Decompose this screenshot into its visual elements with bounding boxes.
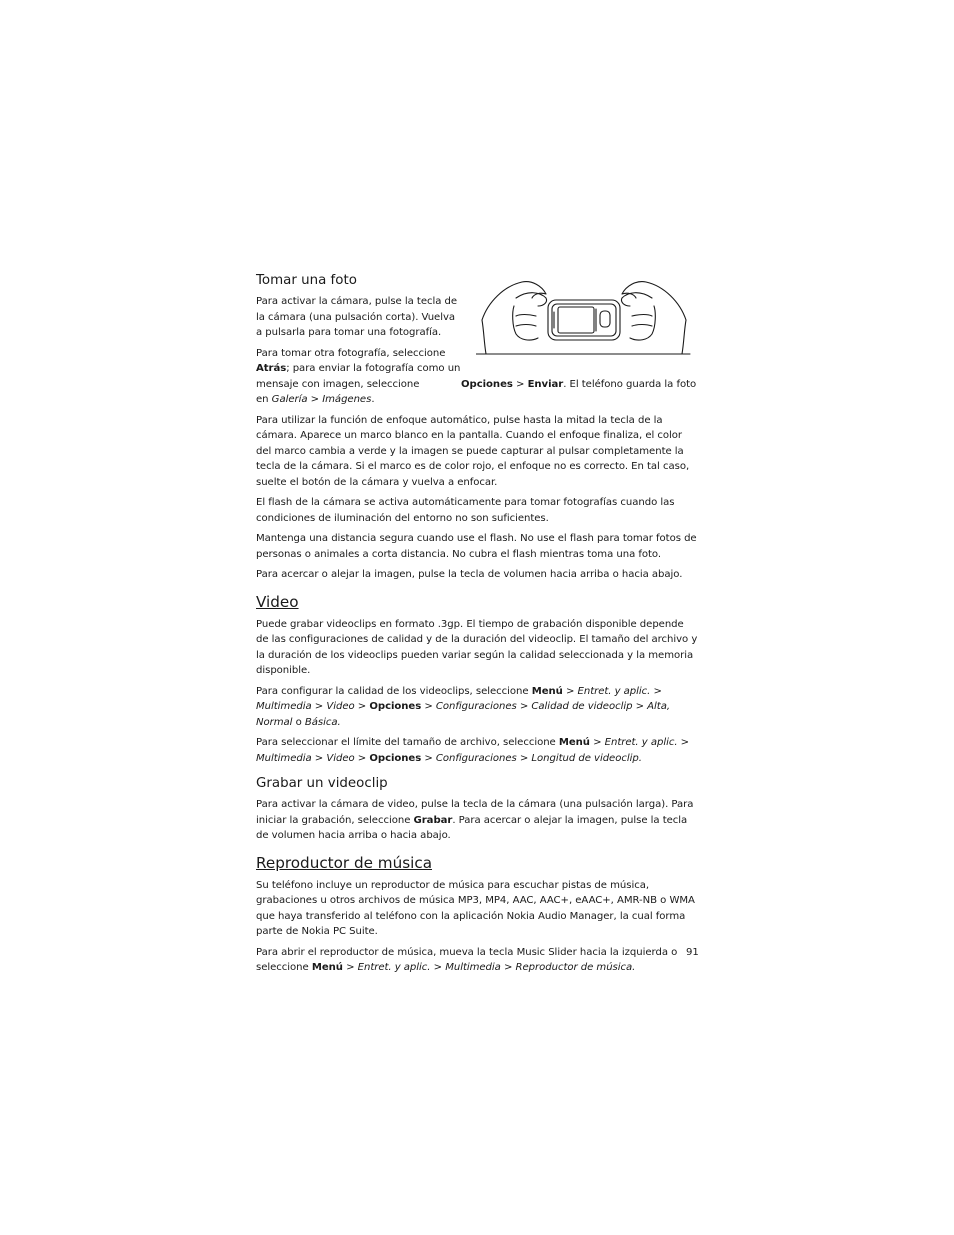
- paragraph: Para activar la cámara, pulse la tecla de la cámara (una pulsación corta). Vuelva a pulsarla para tomar una fotografía.: [256, 296, 458, 338]
- paragraph: Para activar la cámara de video, pulse la tecla de la cámara (una pulsación larga). Para iniciar la grabación, seleccione Grabar. Para acercar o alejar la imagen, pulse la tecla de volumen hacia arriba o hacia abajo.: [256, 799, 694, 841]
- paragraph: Para utilizar la función de enfoque automático, pulse hasta la mitad la tecla de la cámara. Aparece un marco blanco en la pantalla. Cuando el enfoque finaliza, el color del marco cambia a verde y la imagen se puede capturar al pulsar completamente la tecla de la cámara. Si el marco es de color rojo, el enfoque no es correcto. En tal caso, suelte el botón de la cámara y vuelva a enfocar.: [256, 414, 690, 488]
- paragraph: Para tomar otra fotografía, seleccione Atrás; para enviar la fotografía como un mensaje con imagen, seleccione Opciones > Enviar. El teléfono guarda la foto en Galería > Imágenes.: [256, 347, 697, 405]
- paragraph: Su teléfono incluye un reproductor de música para escuchar pistas de música, grabaciones u otros archivos de música MP3, MP4, AAC, AAC+, eAAC+, AMR-NB o WMA que haya transferido al teléfono con la aplicación Nokia Audio Manager, la cual forma parte de Nokia PC Suite.: [256, 879, 695, 937]
- paragraph: Puede grabar videoclips en formato .3gp. El tiempo de grabación disponible depende de las configuraciones de calidad y de la duración del videoclip. El tamaño del archivo y la duración de los videoclips pueden variar según la calidad seleccionada y la memoria disponible.: [256, 618, 698, 676]
- paragraph: Para seleccionar el límite del tamaño de archivo, seleccione Menú > Entret. y aplic. > Multimedia > Video > Opciones > Configuraciones > Longitud de videoclip.: [256, 737, 690, 764]
- paragraph: Mantenga una distancia segura cuando use el flash. No use el flash para tomar fotos de personas o animales a corta distancia. No cubra el flash mientras toma una foto.: [256, 533, 697, 560]
- paragraph: Para abrir el reproductor de música, mueva la tecla Music Slider hacia la izquierda o seleccione Menú > Entret. y aplic. > Multimedia > Reproductor de música.: [256, 946, 678, 973]
- paragraph: El flash de la cámara se activa automáticamente para tomar fotografías cuando las condiciones de iluminación del entorno no son suficientes.: [256, 497, 675, 524]
- page-number: 91: [686, 947, 699, 958]
- page-content: [256, 272, 698, 981]
- paragraph: Para configurar la calidad de los videoclips, seleccione Menú > Entret. y aplic. > Multimedia > Video > Opciones > Configuraciones > Calidad de videoclip > Alta, Normal o Básica.: [256, 685, 670, 728]
- paragraph: Para acercar o alejar la imagen, pulse la tecla de volumen hacia arriba o hacia abajo.: [256, 569, 683, 580]
- heading-video: Video: [256, 592, 299, 611]
- heading-grabar-un-videoclip: Grabar un videoclip: [256, 776, 388, 791]
- heading-tomar-una-foto: Tomar una foto: [256, 273, 357, 288]
- heading-reproductor-de-musica: Reproductor de música: [256, 853, 433, 872]
